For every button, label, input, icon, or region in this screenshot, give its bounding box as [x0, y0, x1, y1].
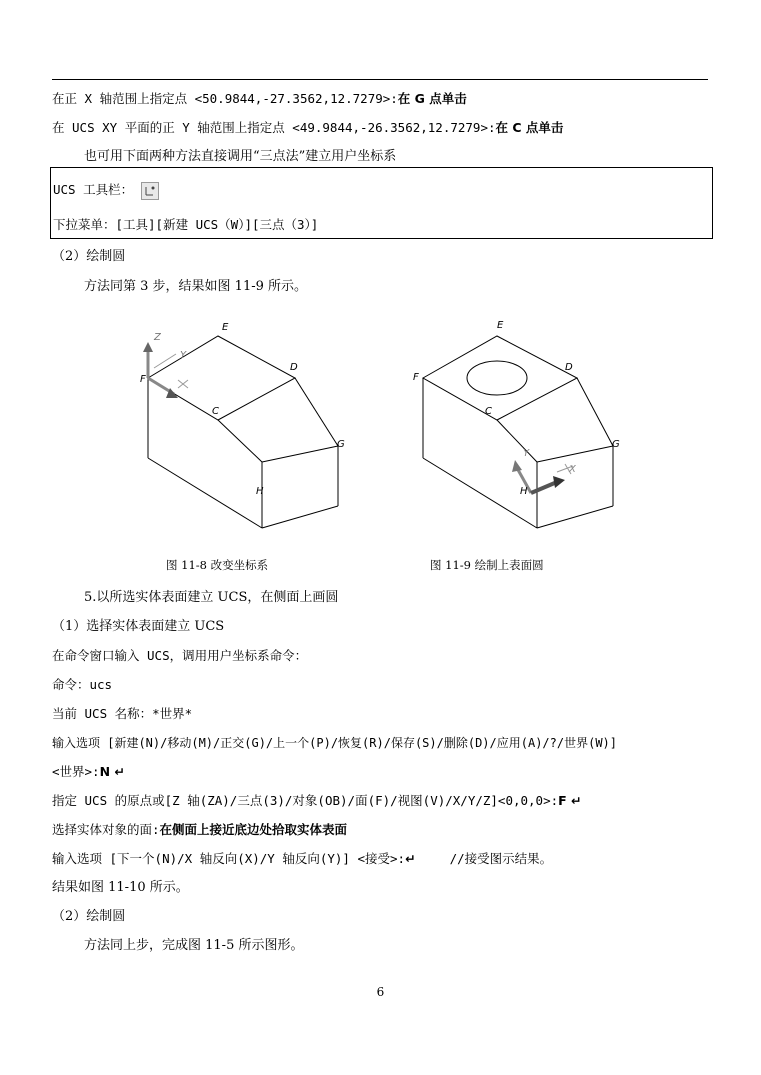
text-line-9: 命令：ucs	[52, 677, 113, 692]
fig1-label-Z: Z	[154, 332, 161, 343]
text-line-18: 方法同上步，完成图 11-5 所示图形。	[84, 938, 304, 953]
text-line-2: 在 UCS XY 平面的正 Y 轴范围上指定点 <49.9844,-26.3562,12.7279>:在 C 点单击	[52, 120, 564, 135]
fig2-label-H: H	[520, 486, 528, 497]
fig1-label-Y: Y	[180, 350, 187, 361]
text-line-4: （2）绘制圆	[52, 249, 126, 264]
fig1-label-H: H	[256, 486, 264, 497]
text-line-1: 在正 X 轴范围上指定点 <50.9844,-27.3562,12.7279>:在 G 点单击	[52, 91, 467, 106]
text-line-12: <世界>:N ↵	[52, 764, 125, 779]
figure-11-9	[405, 310, 635, 540]
page-number: 6	[376, 985, 385, 999]
header-rule	[52, 79, 708, 80]
fig2-label-C: C	[485, 406, 492, 417]
fig1-label-F: F	[140, 374, 146, 385]
text-line-6: 5.以所选实体表面建立 UCS，在侧面上画圆	[84, 590, 339, 605]
text-line-3: 也可用下面两种方法直接调用“三点法”建立用户坐标系	[84, 149, 397, 164]
fig1-caption: 图 11-8 改变坐标系	[166, 558, 269, 572]
text-line-10: 当前 UCS 名称：*世界*	[52, 706, 193, 721]
text-line-17: （2）绘制圆	[52, 909, 126, 924]
fig1-label-D: D	[290, 362, 298, 373]
fig1-label-C: C	[212, 406, 219, 417]
fig2-label-F: F	[413, 372, 419, 383]
fig2-label-G: G	[612, 439, 620, 450]
box-toolbar-line: UCS 工具栏：	[53, 181, 159, 200]
text-line-8: 在命令窗口输入 UCS，调用用户坐标系命令：	[52, 648, 308, 663]
text-line-5: 方法同第 3 步，结果如图 11-9 所示。	[84, 279, 308, 294]
figure-11-8	[130, 310, 360, 540]
fig2-label-E: E	[497, 320, 504, 331]
text-line-14: 选择实体对象的面:在侧面上接近底边处拾取实体表面	[52, 822, 348, 837]
box-menu-line: 下拉菜单：[工具][新建 UCS（W）][三点（3）]	[53, 217, 319, 232]
text-line-13: 指定 UCS 的原点或[Z 轴(ZA)/三点(3)/对象(OB)/面(F)/视图(V)/X/Y/Z]<0,0,0>:F ↵	[52, 793, 582, 808]
text-line-15: 输入选项 [下一个(N)/X 轴反向(X)/Y 轴反向(Y)] <接受>:↵ //接受图示结果。	[52, 851, 553, 866]
ucs-3point-icon	[141, 182, 159, 200]
method-box	[50, 167, 713, 239]
fig2-caption: 图 11-9 绘制上表面圆	[430, 558, 544, 572]
fig2-label-Y: Y	[523, 448, 530, 459]
text-line-7: （1）选择实体表面建立 UCS	[52, 619, 225, 634]
fig2-label-D: D	[565, 362, 573, 373]
text-line-11: 输入选项 [新建(N)/移动(M)/正交(G)/上一个(P)/恢复(R)/保存(S)/删除(D)/应用(A)/?/世界(W)]	[52, 736, 617, 750]
fig2-label-X: X	[569, 464, 576, 475]
fig1-label-G: G	[337, 439, 345, 450]
fig1-label-E: E	[222, 322, 229, 333]
text-line-16: 结果如图 11-10 所示。	[52, 880, 189, 895]
